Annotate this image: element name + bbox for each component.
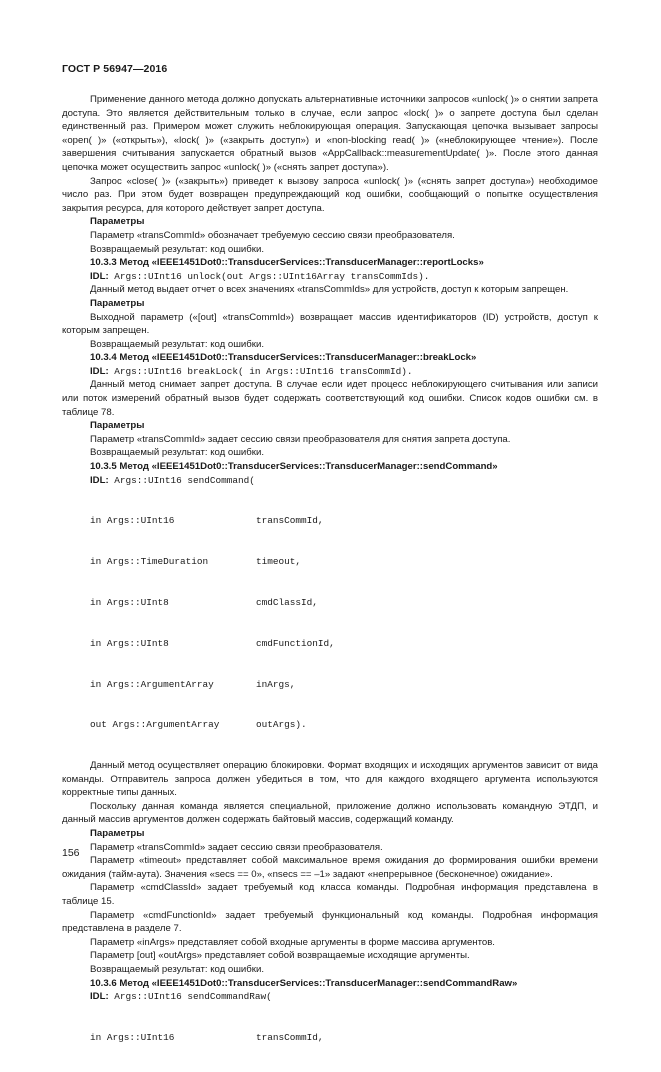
description-sendcommand: Данный метод осуществляет операцию блокировки. Формат входящих и исходящих аргументов зависит от вида команды. Отправитель запроса должен убедиться в том, что для каждого входящего аргумента используются корректные типы данных. (62, 760, 598, 799)
parameter-description: Выходной параметр («[out] «transCommId») возвращает массив идентификаторов (ID) устройств, доступ к которым запрещен. (62, 311, 598, 337)
idl-code: Args::UInt16 unlock(out Args::UInt16Array transCommIds). (108, 270, 430, 282)
description-breaklock: Данный метод снимает запрет доступа. В случае если идет процесс неблокирующего считывания или записи или поток измерений обратный вызов будет содержать соответствующий код ошибки. Список кодов ошибки см. в таблице 78. (62, 379, 598, 418)
description-reportlocks: Данный метод выдает отчет о всех значениях «transCommIds» для устройств, доступ к которым запрещен. (90, 284, 569, 296)
page-number: 156 (62, 847, 80, 859)
idl-label: IDL: (90, 991, 109, 1003)
idl-arguments-sendcommand (62, 487, 598, 759)
parameter-description: Параметр «transCommId» задает сессию связи преобразователя для снятия запрета доступа. (90, 433, 511, 445)
idl-arguments-sendcommandraw (62, 1004, 598, 1072)
parameter-cmdfunctionid: Параметр «cmdFunctionId» задает требуемый функциональный код команды. Подробная информация представлена в разделе 7. (62, 909, 598, 935)
idl-code: Args::UInt16 sendCommand( (108, 474, 255, 486)
parameters-heading: Параметры (90, 216, 145, 228)
return-value: Возвращаемый результат: код ошибки. (90, 243, 264, 255)
idl-argument-row: in Args::UInt8 cmdFunctionId, (90, 637, 335, 649)
parameter-cmdclassid: Параметр «cmdClassId» задает требуемый код класса команды. Подробная информация представлена в таблице 15. (62, 882, 598, 908)
idl-argument-row: in Args::UInt8 cmdClassId, (90, 596, 318, 608)
section-title-breaklock: 10.3.4 Метод «IEEE1451Dot0::TransducerServices::TransducerManager::breakLock» (90, 352, 477, 364)
idl-line-reportlocks (62, 270, 598, 284)
return-value: Возвращаемый результат: код ошибки. (90, 447, 264, 459)
idl-argument-row: in Args::TimeDuration timeout, (90, 556, 302, 568)
idl-code: Args::UInt16 breakLock( in Args::UInt16 transCommId). (108, 365, 413, 377)
page-body (62, 93, 598, 1072)
document-header: ГОСТ Р 56947—2016 (62, 63, 168, 75)
return-value: Возвращаемый результат: код ошибки. (90, 964, 264, 975)
section-title-sendcommandraw: 10.3.6 Метод «IEEE1451Dot0::TransducerServices::TransducerManager::sendCommandRaw» (90, 977, 518, 989)
idl-line-sendcommand (62, 474, 598, 488)
parameter-description: Параметр «transCommId» обозначает требуемую сессию связи преобразователя. (90, 229, 455, 241)
parameter-transcommid: Параметр «transCommId» задает сессию связи преобразователя. (90, 841, 383, 853)
idl-line-breaklock (62, 365, 598, 379)
section-title-sendcommand: 10.3.5 Метод «IEEE1451Dot0::TransducerServices::TransducerManager::sendCommand» (90, 461, 498, 473)
parameters-heading: Параметры (90, 420, 145, 432)
description-sendcommand-special: Поскольку данная команда является специальной, приложение должно использовать командную ЭТДП, и данный массив аргументов должен содержать байтовый массив, содержащий команду. (62, 800, 598, 826)
parameter-inargs: Параметр «inArgs» представляет собой входные аргументы в форме массива аргументов. (90, 936, 495, 948)
idl-argument-row: in Args::ArgumentArray inArgs, (90, 678, 296, 690)
parameter-timeout: Параметр «timeout» представляет собой максимальное время ожидания до формирования ошибки времени ожидания (тайм-аута). Значения «secs == 0», «nsecs == –1» задают «непрерывное (бесконечное) ожидание». (62, 855, 598, 880)
idl-label: IDL: (90, 365, 109, 377)
parameter-outargs: Параметр [out] «outArgs» представляет собой возвращаемые исходящие аргументы. (90, 950, 470, 962)
paragraph-unlock-alternatives: Применение данного метода должно допускать альтернативные источники запросов «unlock( )» о снятии запрета доступа. Это является действительным только в случае, если запрос «lock( )» о запрете доступа был сделан единственный раз. Примером может служить неблокирующая операция. Запускающая цепочка вызывает запросы «open( )» («открыть»), «lock( )» («закрыть доступ») и «non-blocking read( )» («неблокирующее чтение»). После завершения считывания запускается обратный вызов «AppCallback::measurementUpdate( )». После этого данная цепочка может осуществить запрос «unlock( )» («снять запрет доступа»). (62, 94, 598, 173)
section-title-reportlocks: 10.3.3 Метод «IEEE1451Dot0::TransducerServices::TransducerManager::reportLocks» (90, 257, 484, 269)
idl-label: IDL: (90, 270, 109, 282)
idl-argument-row: in Args::UInt16 transCommId, (90, 515, 324, 527)
idl-argument-row: in Args::UInt16 transCommId, (90, 1031, 324, 1043)
paragraph-close-request: Запрос «close( )» («закрыть») приведет к вызову запроса «unlock( )» («снять запрет доступа») необходимое число раз. При этом будет возвращен предупреждающий код ошибки, сообщающий о попытке осуществления закрытия ресурса, для которого действует запрет доступа. (62, 175, 598, 214)
idl-line-sendcommandraw (62, 990, 598, 1004)
parameters-heading: Параметры (90, 828, 145, 840)
idl-argument-row: out Args::ArgumentArray outArgs). (90, 719, 307, 731)
idl-code: Args::UInt16 sendCommandRaw( (108, 991, 272, 1003)
return-value: Возвращаемый результат: код ошибки. (90, 338, 264, 350)
idl-label: IDL: (90, 474, 109, 486)
parameters-heading: Параметры (90, 297, 145, 309)
